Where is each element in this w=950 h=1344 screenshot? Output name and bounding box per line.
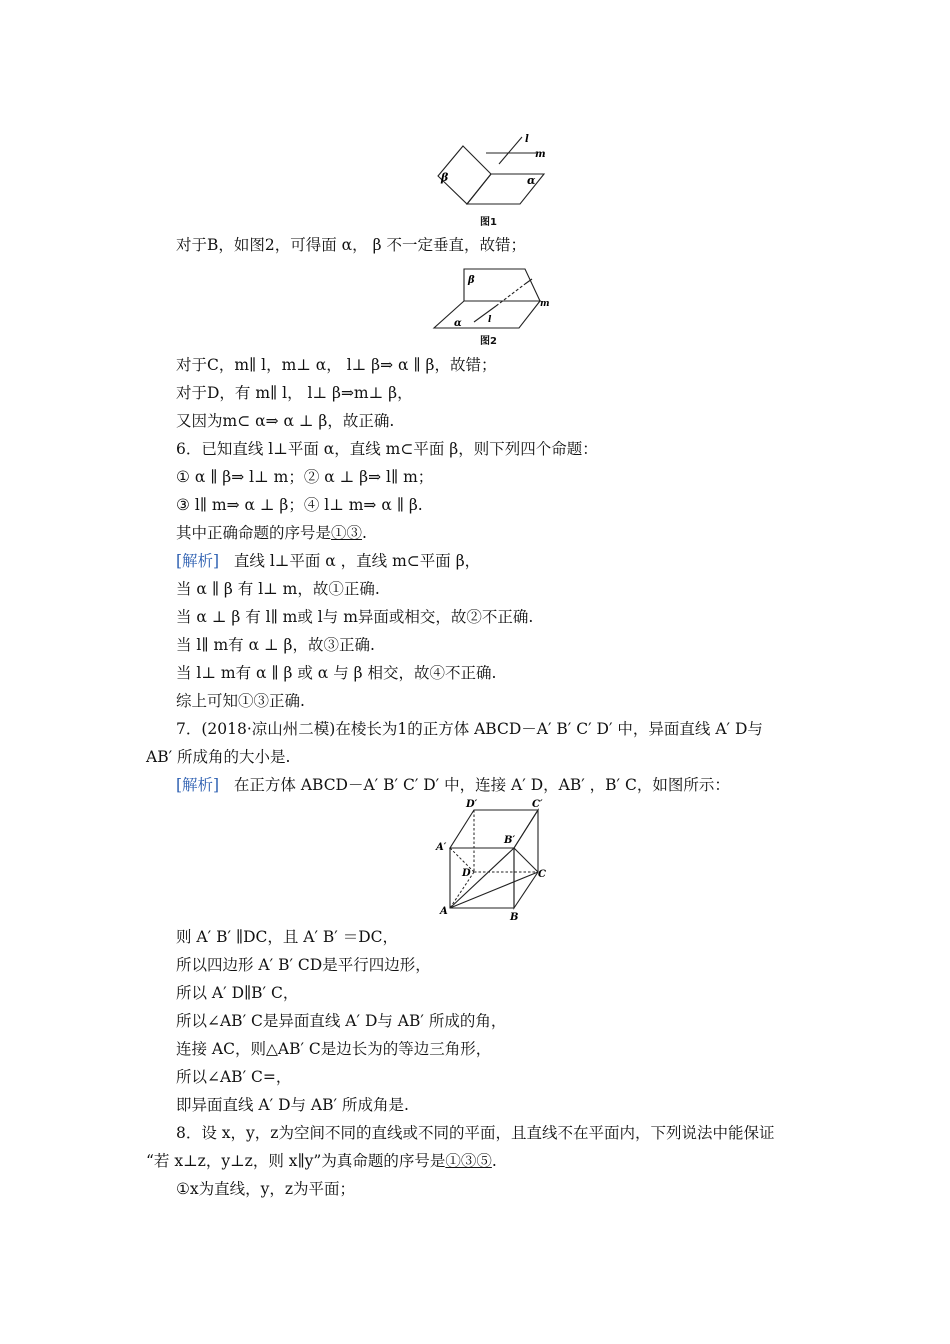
analysis-7-line: 所以四边形 A′ B′ CD是平行四边形， [176,956,431,974]
svg-text:B′: B′ [504,835,516,846]
analysis-7-line: 即异面直线 A′ D与 AB′ 所成角是. [176,1096,409,1114]
figure-2-caption: 图2 [480,336,497,347]
analysis-6-line: 当 l⊥ m有 α ∥ β 或 α 与 β 相交，故④不正确. [176,664,497,682]
svg-text:C′: C′ [532,799,543,810]
text-line: 对于D，有 m∥ l， l⊥ β⇒m⊥ β， [176,384,413,402]
text-line: 6．已知直线 l⊥平面 α，直线 m⊂平面 β，则下列四个命题： [176,440,598,458]
cube-figure [432,796,552,924]
analysis-6-line: 当 l∥ m有 α ⊥ β，故③正确. [176,636,375,654]
analysis-6-line: 综上可知①③正确. [176,692,305,710]
analysis-7-line: 则 A′ B′ ∥DC，且 A′ B′ ＝DC， [176,928,399,946]
analysis-tag: [解析] [176,552,220,570]
svg-text:α: α [454,318,462,329]
analysis-7-line: 所以∠AB′ C是异面直线 A′ D与 AB′ 所成的角， [176,1012,507,1030]
question-8-line: 8．设 x，y，z为空间不同的直线或不同的平面，且直线不在平面内，下列说法中能保证 [176,1124,775,1142]
text-line: ① α ∥ β⇒ l⊥ m；② α ⊥ β⇒ l∥ m； [176,468,434,486]
svg-text:m: m [540,299,550,309]
svg-text:D′: D′ [466,799,478,810]
analysis-7-line: 所以 A′ D∥B′ C， [176,984,299,1002]
svg-text:l: l [488,315,492,325]
analysis-tag: [解析] [176,776,220,794]
question-6-conclusion: 其中正确命题的序号是 [176,524,332,542]
text-line: ③ l∥ m⇒ α ⊥ β；④ l⊥ m⇒ α ∥ β. [176,496,423,514]
line-l [474,306,496,322]
question-7-line: 7．(2018·凉山州二模)在棱长为1的正方体 ABCD－A′ B′ C′ D′ 中，异面直线 A′ D与 [176,720,763,738]
analysis-7-line: 连接 AC，则△AB′ C是边长为的等边三角形， [176,1040,492,1058]
analysis-6-line: 当 α ∥ β 有 l⊥ m，故①正确. [176,580,380,598]
svg-text:B: B [510,912,519,923]
answer-6: ①③ [331,524,363,542]
svg-text:A′: A′ [436,842,447,853]
svg-text:β: β [468,275,475,286]
text-line: 其中正确命题的序号是①③. [176,524,367,542]
figure-2 [430,264,554,332]
analysis-6-line: [解析] 直线 l⊥平面 α ，直线 m⊂平面 β， [176,552,481,570]
answer-8: ①③⑤ [445,1152,492,1170]
text-line: 对于C，m∥ l，m⊥ α， l⊥ β⇒ α ∥ β，故错； [176,356,497,374]
question-8-line: “若 x⊥z，y⊥z，则 x∥y”为真命题的序号是①③⑤. [146,1152,497,1170]
analysis-7-line: 所以∠AB′ C=， [176,1068,292,1086]
svg-text:A: A [440,906,448,917]
svg-text:β: β [441,171,449,184]
plane-alpha [434,301,540,328]
question-8-item: ①x为直线，y，z为平面； [176,1180,356,1198]
svg-text:D: D [462,868,471,879]
text-line: 对于B，如图2，可得面 α， β 不一定垂直，故错； [176,236,526,254]
analysis-7-line: [解析] 在正方体 ABCD－A′ B′ C′ D′ 中，连接 A′ D，AB′ ，B′ C，如图所示： [176,776,730,794]
svg-text:C: C [538,869,546,880]
question-7-line: AB′ 所成角的大小是. [146,748,291,766]
svg-text:l: l [525,134,529,145]
svg-text:α: α [527,174,536,187]
line-l [499,137,522,164]
text-line: 又因为m⊂ α⇒ α ⊥ β，故正确. [176,412,395,430]
svg-text:m: m [535,149,546,160]
figure-1-caption: 图1 [480,217,497,228]
analysis-6-line: 当 α ⊥ β 有 l∥ m或 l与 m异面或相交，故②不正确. [176,608,534,626]
figure-1 [425,128,555,212]
plane-beta [464,269,540,301]
